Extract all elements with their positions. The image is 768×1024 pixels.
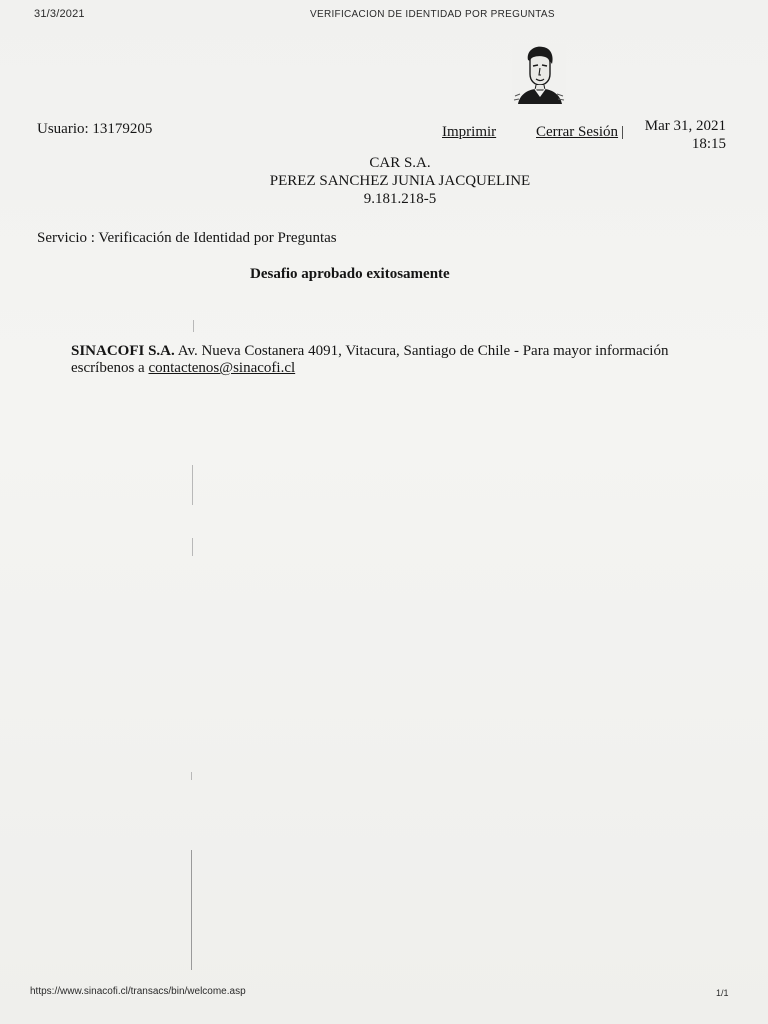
company-footer: [71, 343, 711, 377]
scan-streak: [191, 772, 192, 780]
footer-contact-prefix: escríbenos a: [71, 360, 145, 376]
scan-streak: [192, 465, 193, 505]
session-datetime: [645, 117, 726, 153]
client-name: PEREZ SANCHEZ JUNIA JACQUELINE: [269, 173, 531, 189]
footer-company-name: SINACOFI S.A.: [71, 343, 175, 359]
link-separator: |: [621, 124, 625, 140]
session-date: Mar 31, 2021: [644, 118, 726, 134]
scan-streak: [191, 850, 192, 970]
print-header-title: VERIFICACION DE IDENTIDAD POR PREGUNTAS: [310, 9, 555, 20]
person-portrait-logo-icon: [512, 44, 566, 104]
scan-streak: [193, 320, 194, 332]
print-footer-url: https://www.sinacofi.cl/transacs/bin/welcome.asp: [30, 986, 246, 997]
user-id-label: Usuario: 13179205: [37, 121, 153, 137]
print-footer-page-number: 1/1: [716, 988, 729, 998]
scan-streak: [192, 538, 193, 556]
contact-email-link[interactable]: contactenos@sinacofi.cl: [148, 360, 296, 376]
client-info: [200, 154, 600, 208]
result-message: Desafio aprobado exitosamente: [250, 266, 450, 282]
print-header-date: 31/3/2021: [34, 8, 85, 20]
session-time: 18:15: [691, 136, 726, 152]
footer-address: Av. Nueva Costanera 4091, Vitacura, Santiago de Chile - Para mayor información: [177, 343, 669, 359]
logout-link[interactable]: Cerrar Sesión: [536, 124, 619, 140]
service-label: Servicio : Verificación de Identidad por Preguntas: [37, 230, 337, 246]
print-link[interactable]: Imprimir: [442, 124, 497, 140]
client-rut: 9.181.218-5: [363, 191, 437, 207]
client-company: CAR S.A.: [369, 155, 431, 171]
